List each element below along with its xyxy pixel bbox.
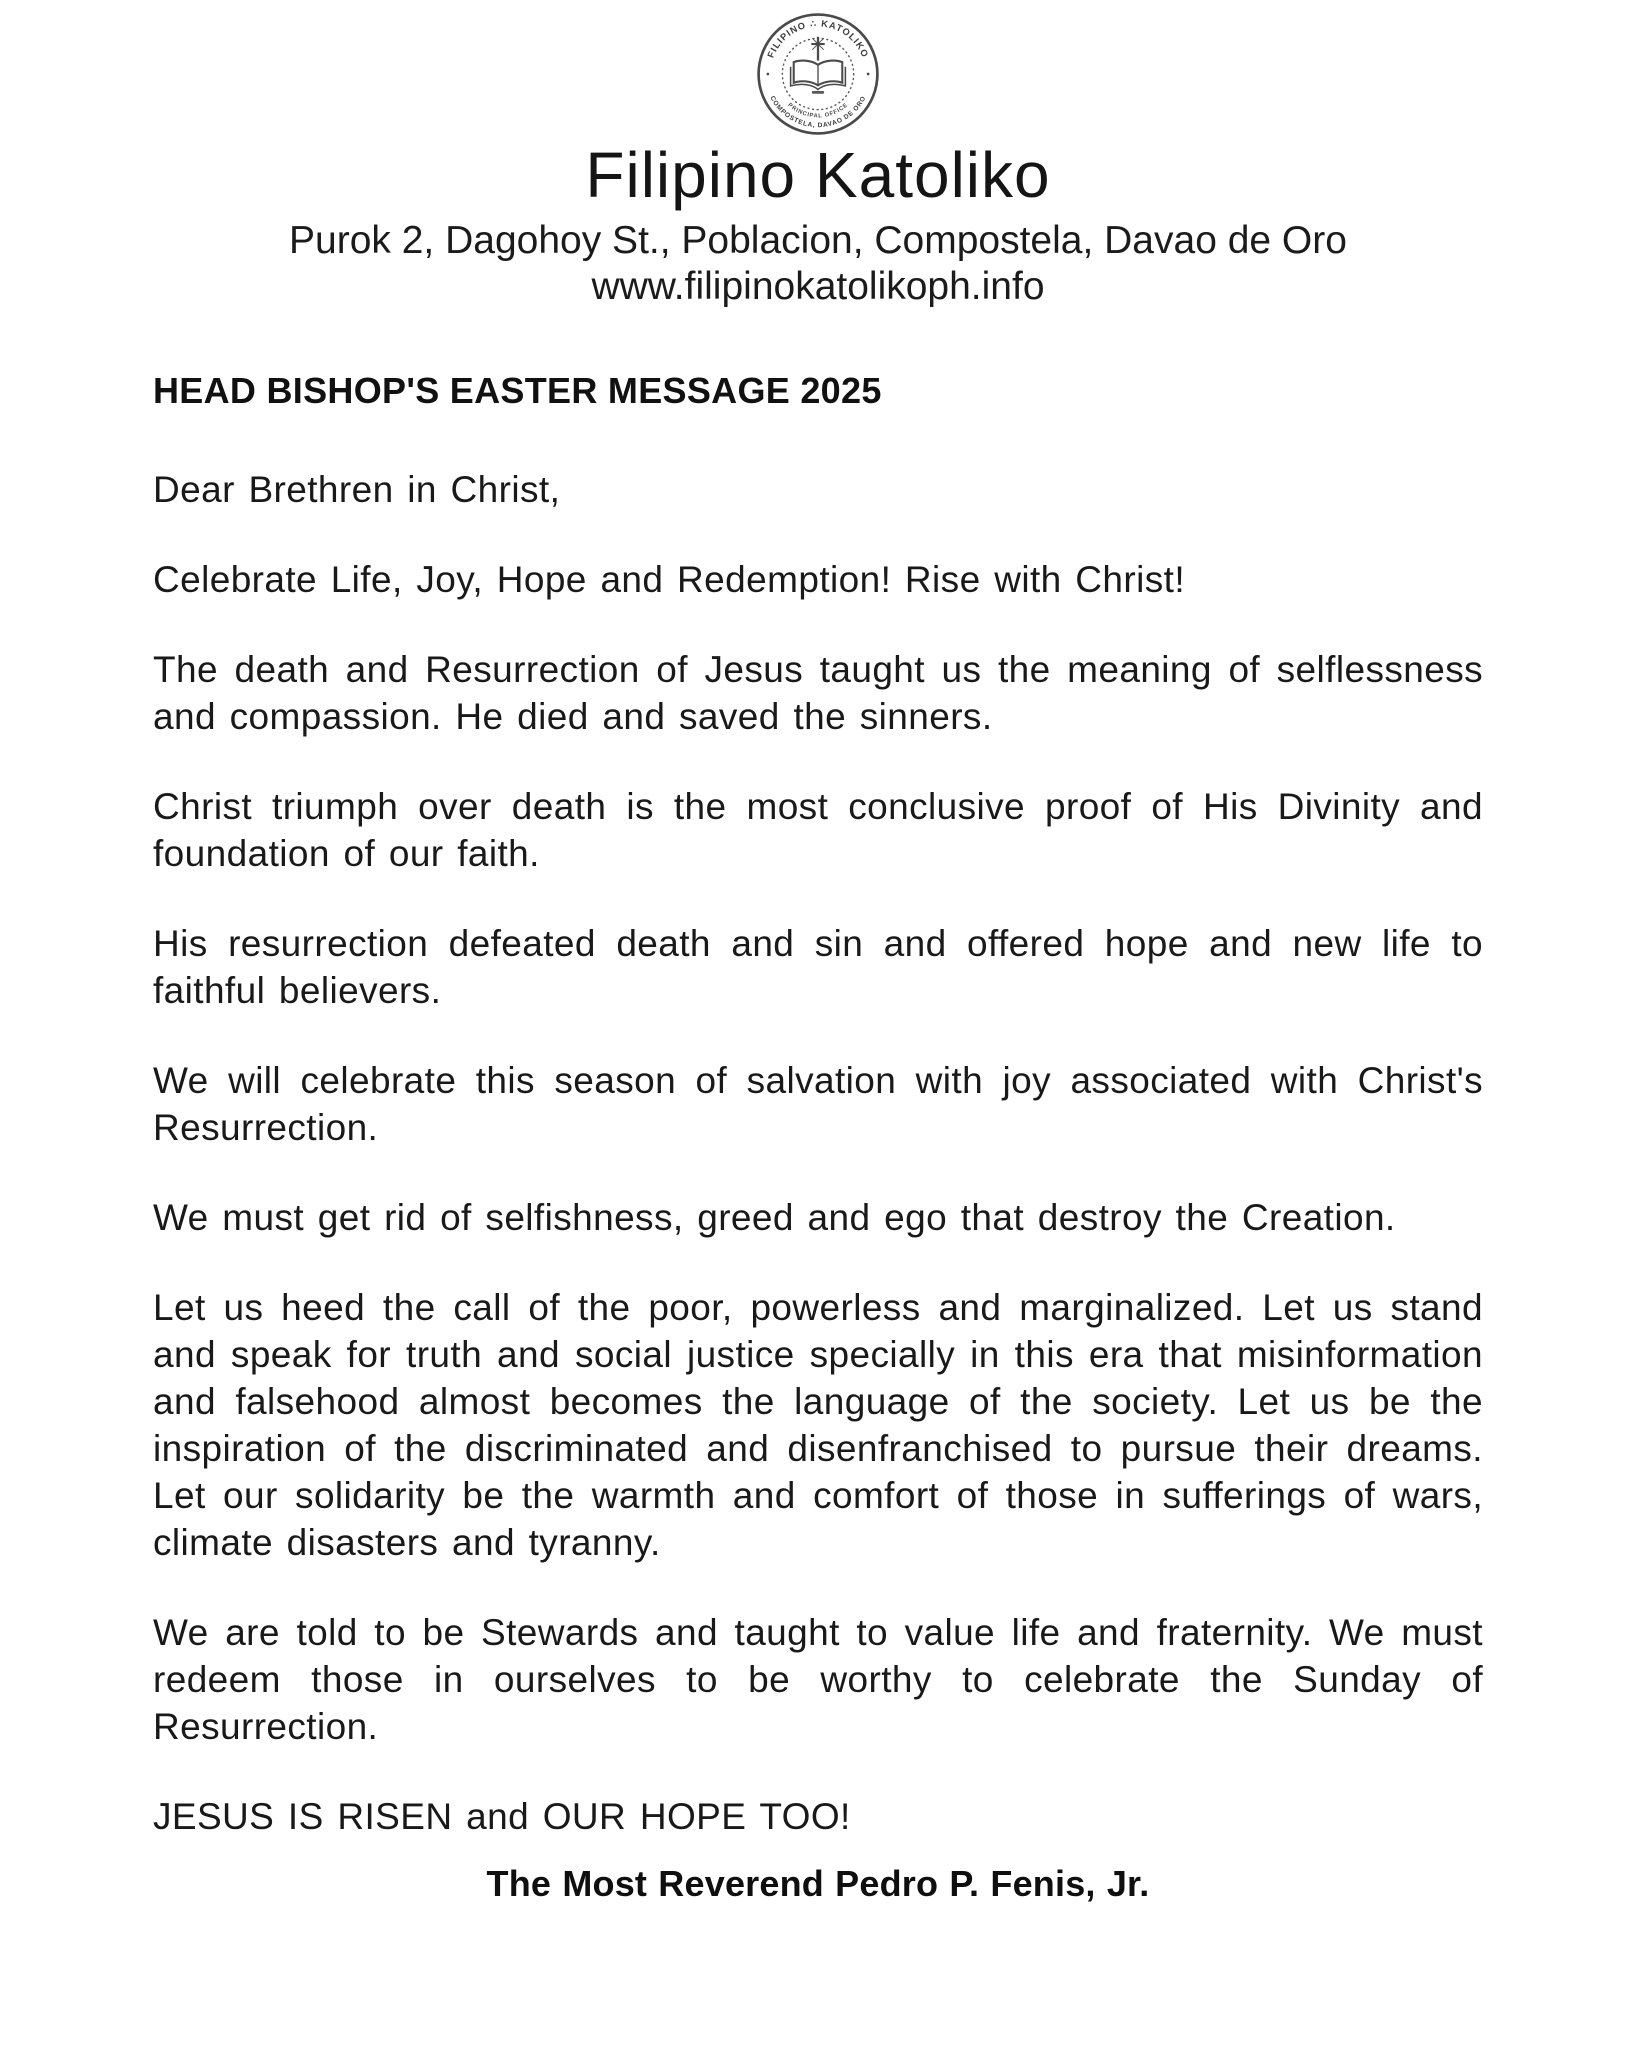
seal-top-arc-text: FILIPINO ∴ KATOLIKO: [765, 18, 871, 60]
paragraph: Celebrate Life, Joy, Hope and Redemption! Rise with Christ!: [153, 559, 1186, 600]
paragraph: We are told to be Stewards and taught to value life and fraternity. We must redeem those in ourselves to be worthy to celebrate the Sunday of Resurrection.: [153, 1612, 1483, 1747]
letter-body: [153, 368, 1483, 1907]
seal-side-dot-left: [767, 73, 770, 76]
seal-year-mark: [812, 91, 824, 94]
seal-bottom-arc-text: COMPOSTELA, DAVAO DE ORO: [768, 94, 868, 130]
paragraph: We will celebrate this season of salvation with joy associated with Christ's Resurrection.: [153, 1060, 1483, 1148]
paragraph: The death and Resurrection of Jesus taught us the meaning of selflessness and compassion. He died and saved the sinners.: [153, 649, 1483, 737]
church-seal-logo: [756, 12, 880, 136]
open-book-icon: [791, 61, 846, 90]
letterhead: [153, 12, 1483, 310]
closing-line: JESUS IS RISEN and OUR HOPE TOO!: [153, 1796, 851, 1837]
seal-graphic: [756, 12, 880, 136]
seal-inner-arc-text: PRINCIPAL OFFICE: [786, 102, 850, 120]
paragraph: Let us heed the call of the poor, powerless and marginalized. Let us stand and speak for truth and social justice specially in this era that misinformation and falsehood almost becomes the language of the society. Let us be the inspiration of the discriminated and disenfranchised to pursue their dreams. Let our solidarity be the warmth and comfort of those in sufferings of wars, climate disasters and tyranny.: [153, 1287, 1483, 1563]
signature-name: The Most Reverend Pedro P. Fenis, Jr.: [486, 1863, 1150, 1904]
salutation: Dear Brethren in Christ,: [153, 469, 561, 510]
paragraph: Christ triumph over death is the most conclusive proof of His Divinity and foundation of our faith.: [153, 786, 1483, 874]
org-name: Filipino Katoliko: [585, 139, 1051, 211]
org-address: Purok 2, Dagohoy St., Poblacion, Compostela, Davao de Oro: [289, 219, 1347, 262]
paragraph: We must get rid of selfishness, greed and ego that destroy the Creation.: [153, 1197, 1396, 1238]
org-website: www.filipinokatolikoph.info: [591, 265, 1045, 308]
seal-side-dot-right: [867, 73, 870, 76]
paragraph: His resurrection defeated death and sin and offered hope and new life to faithful believers.: [153, 923, 1483, 1011]
letter-title: HEAD BISHOP'S EASTER MESSAGE 2025: [153, 370, 882, 411]
